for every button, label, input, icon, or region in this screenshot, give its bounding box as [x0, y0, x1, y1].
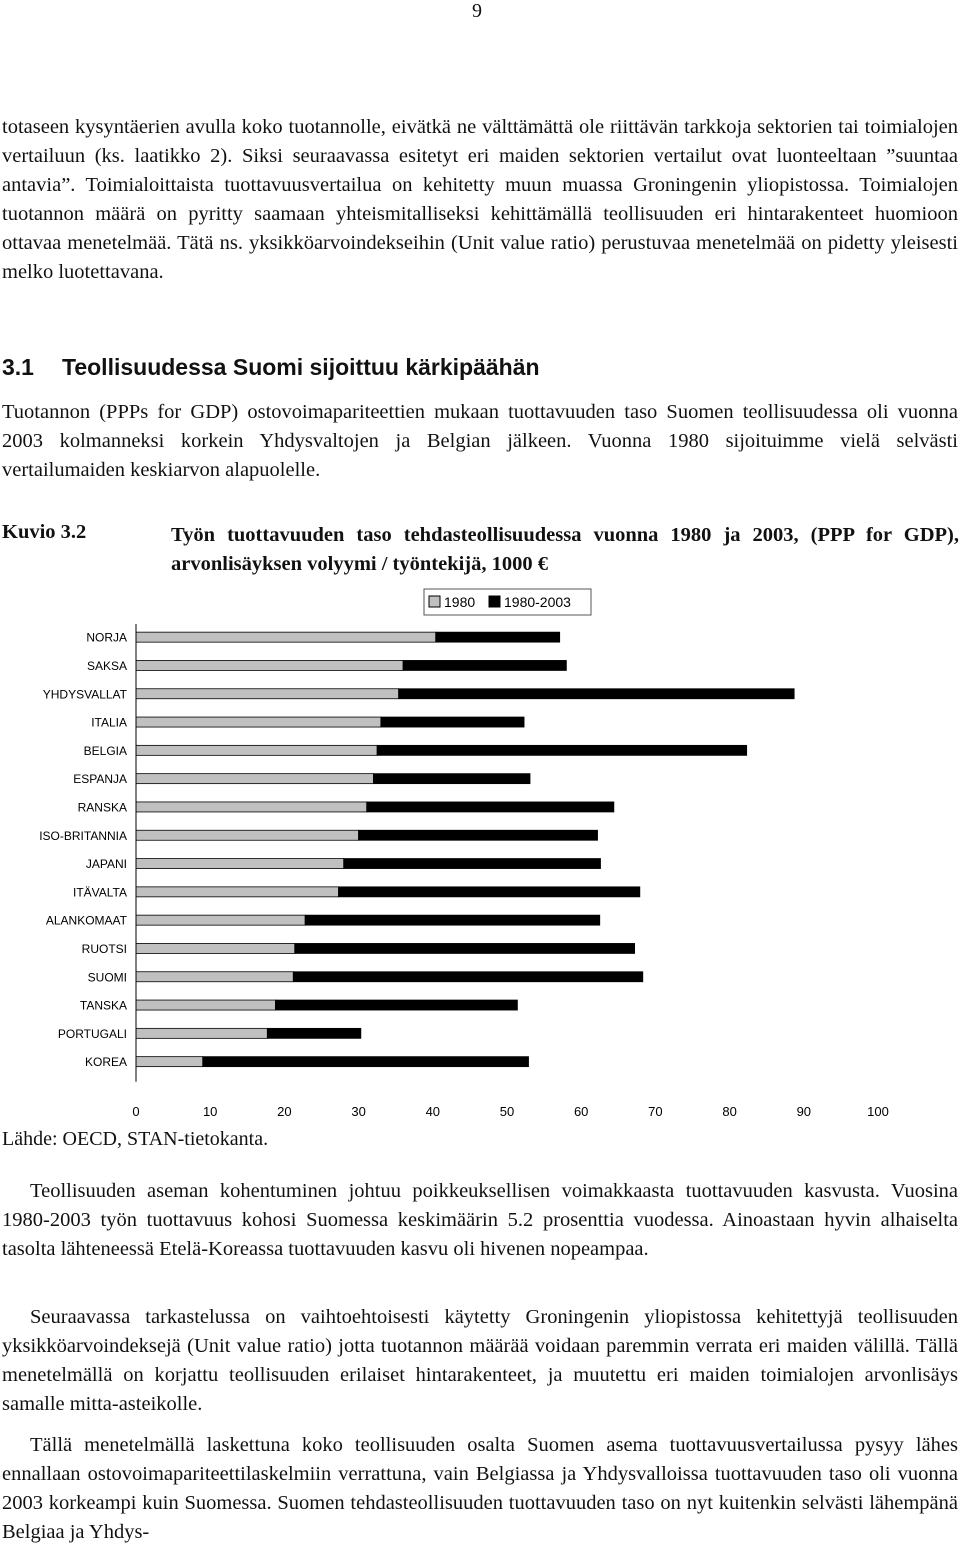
x-tick-label: 30 — [351, 1103, 366, 1119]
bar-1980 — [136, 745, 377, 755]
x-tick-label: 60 — [573, 1103, 589, 1119]
bar-1980-2003 — [381, 717, 524, 727]
category-label: PORTUGALI — [57, 1026, 127, 1041]
x-tick-label: 50 — [499, 1103, 515, 1119]
category-labels — [39, 631, 127, 1070]
x-tick-label: 70 — [648, 1103, 663, 1119]
legend-swatch-0 — [429, 596, 440, 607]
bar-1980-2003 — [267, 1028, 360, 1038]
bar-1980 — [136, 632, 436, 642]
category-label: ISO-BRITANNIA — [39, 828, 127, 843]
bar-1980-2003 — [377, 745, 747, 755]
legend-label-1: 1980-2003 — [504, 594, 571, 610]
paragraph-growth: Teollisuuden aseman kohentuminen johtuu poikkeuksellisen voimakkaasta tuottavuuden kasvusta. Vuosina 1980-2003 työn tuottavuus kohosi Suomessa keskimäärin 5.2 prosenttia vuodessa. Ainoastaan hyvin alhaiselta tasolta lähteneessä Etelä-Koreassa tuottavuuden kasvu oli hivenen nopeampaa. — [2, 1180, 958, 1260]
category-label: KOREA — [84, 1055, 127, 1070]
bar-1980 — [136, 859, 344, 869]
bar-1980-2003 — [436, 632, 560, 642]
bar-1980 — [136, 774, 373, 784]
bar-1980 — [136, 1000, 275, 1010]
bar-1980-2003 — [203, 1057, 529, 1067]
bar-1980-2003 — [293, 972, 642, 982]
category-label: NORJA — [86, 630, 127, 645]
paragraph-intro: totaseen kysyntäerien avulla koko tuotannolle, eivätkä ne välttämättä ole riittävän tarkkoja sektorien tai toimialojen vertailuun (ks. laatikko 2). Siksi seuraavassa esitetyt eri maiden sektorien vertailut ovat luonteeltaan ”suuntaa antavia”. Toimialoittaista tuottavuusvertailua on kehitetty muun muassa Groningenin yliopistossa. Toimialojen tuotannon määrä on pyritty saamaan yhteismitalliseksi kehittämällä teollisuuden eri hintarakenteet huomioon ottavaa menetelmää. Tätä ns. yksikköarvoindekseihin (Unit value ratio) perustuvaa menetelmää on pidetty yleisesti melko luotettavana. — [2, 116, 958, 283]
bars-group — [136, 632, 794, 1067]
legend-swatch-1 — [489, 596, 500, 607]
bar-1980 — [136, 972, 293, 982]
x-tick-label: 100 — [867, 1103, 889, 1119]
category-label: TANSKA — [79, 998, 127, 1013]
category-label: ESPANJA — [73, 772, 127, 787]
x-tick-label: 0 — [132, 1103, 140, 1119]
bar-1980 — [136, 689, 399, 699]
bar-1980-2003 — [344, 859, 601, 869]
bar-1980 — [136, 717, 381, 727]
bar-1980-2003 — [403, 660, 566, 670]
bar-1980-2003 — [359, 830, 598, 840]
section-heading — [2, 354, 540, 381]
bar-1980 — [136, 1028, 267, 1038]
category-label: BELGIA — [83, 743, 127, 758]
bar-1980 — [136, 660, 403, 670]
bar-1980 — [136, 915, 305, 925]
category-label: RUOTSI — [81, 941, 127, 956]
category-label: ALANKOMAAT — [45, 913, 127, 928]
productivity-bar-chart — [0, 583, 960, 1123]
category-label: JAPANI — [85, 857, 127, 872]
bar-1980-2003 — [275, 1000, 517, 1010]
chart-legend — [424, 589, 591, 615]
x-tick-label: 10 — [202, 1103, 218, 1119]
bar-1980 — [136, 830, 359, 840]
page-number: 9 — [472, 0, 482, 22]
paragraph-method: Seuraavassa tarkastelussa on vaihtoehtoisesti käytetty Groningenin yliopistossa kehitettyjä teollisuuden yksikköarvoindeksejä (Unit value ratio) jotta tuotannon määrää voidaan paremmin verrata eri maiden välillä. Tällä menetelmällä on korjattu teollisuuden erilaiset hintarakenteet, ja muutettu eri maiden toimialojen arvonlisäys samalle mitta-asteikolle. — [2, 1306, 958, 1415]
x-tick-label: 90 — [796, 1103, 812, 1119]
x-tick-label: 20 — [277, 1103, 292, 1119]
figure-title: Työn tuottavuuden taso tehdasteollisuudessa vuonna 1980 ja 2003, (PPP for GDP), arvonlisäyksen volyymi / työntekijä, 1000 € — [171, 524, 959, 575]
category-label: RANSKA — [77, 800, 127, 815]
bar-1980-2003 — [399, 689, 794, 699]
figure-source: Lähde: OECD, STAN-tietokanta. — [2, 1128, 269, 1150]
bar-1980-2003 — [305, 915, 600, 925]
category-label: SAKSA — [86, 658, 127, 673]
bar-1980 — [136, 943, 295, 953]
category-label: ITÄVALTA — [72, 885, 127, 900]
x-tick-labels — [132, 1104, 888, 1119]
category-label: ITALIA — [91, 715, 127, 730]
x-tick-label: 40 — [425, 1103, 441, 1119]
figure-label: Kuvio 3.2 — [2, 521, 87, 543]
bar-1980-2003 — [373, 774, 530, 784]
bar-1980-2003 — [339, 887, 640, 897]
bar-1980-2003 — [367, 802, 614, 812]
bar-1980 — [136, 887, 339, 897]
legend-label-0: 1980 — [444, 594, 476, 610]
bar-1980 — [136, 1057, 203, 1067]
section-number: 3.1 — [2, 354, 34, 380]
paragraph-result: Tällä menetelmällä laskettuna koko teollisuuden osalta Suomen asema tuottavuusvertailussa pysyy lähes ennallaan ostovoimapariteettilaskelmiin verrattuna, vain Belgiassa ja Yhdysvalloissa tuottavuuden taso oli vuonna 2003 korkeampi kuin Suomessa. Suomen tehdasteollisuuden tuottavuuden taso on nyt kuitenkin selvästi lähempänä Belgiaa ja Yhdys- — [2, 1434, 958, 1543]
bar-1980 — [136, 802, 367, 812]
bar-1980-2003 — [295, 943, 635, 953]
section-title: Teollisuudessa Suomi sijoittuu kärkipäähän — [62, 354, 540, 380]
x-tick-label: 80 — [722, 1103, 737, 1119]
paragraph-section-intro: Tuotannon (PPPs for GDP) ostovoimapariteettien mukaan tuottavuuden taso Suomen teollisuudessa oli vuonna 2003 kolmanneksi korkein Yhdysvaltojen ja Belgian jälkeen. Vuonna 1980 sijoituimme vielä selvästi vertailumaiden keskiarvon alapuolelle. — [2, 401, 958, 481]
category-label: YHDYSVALLAT — [42, 687, 127, 702]
category-label: SUOMI — [87, 970, 127, 985]
